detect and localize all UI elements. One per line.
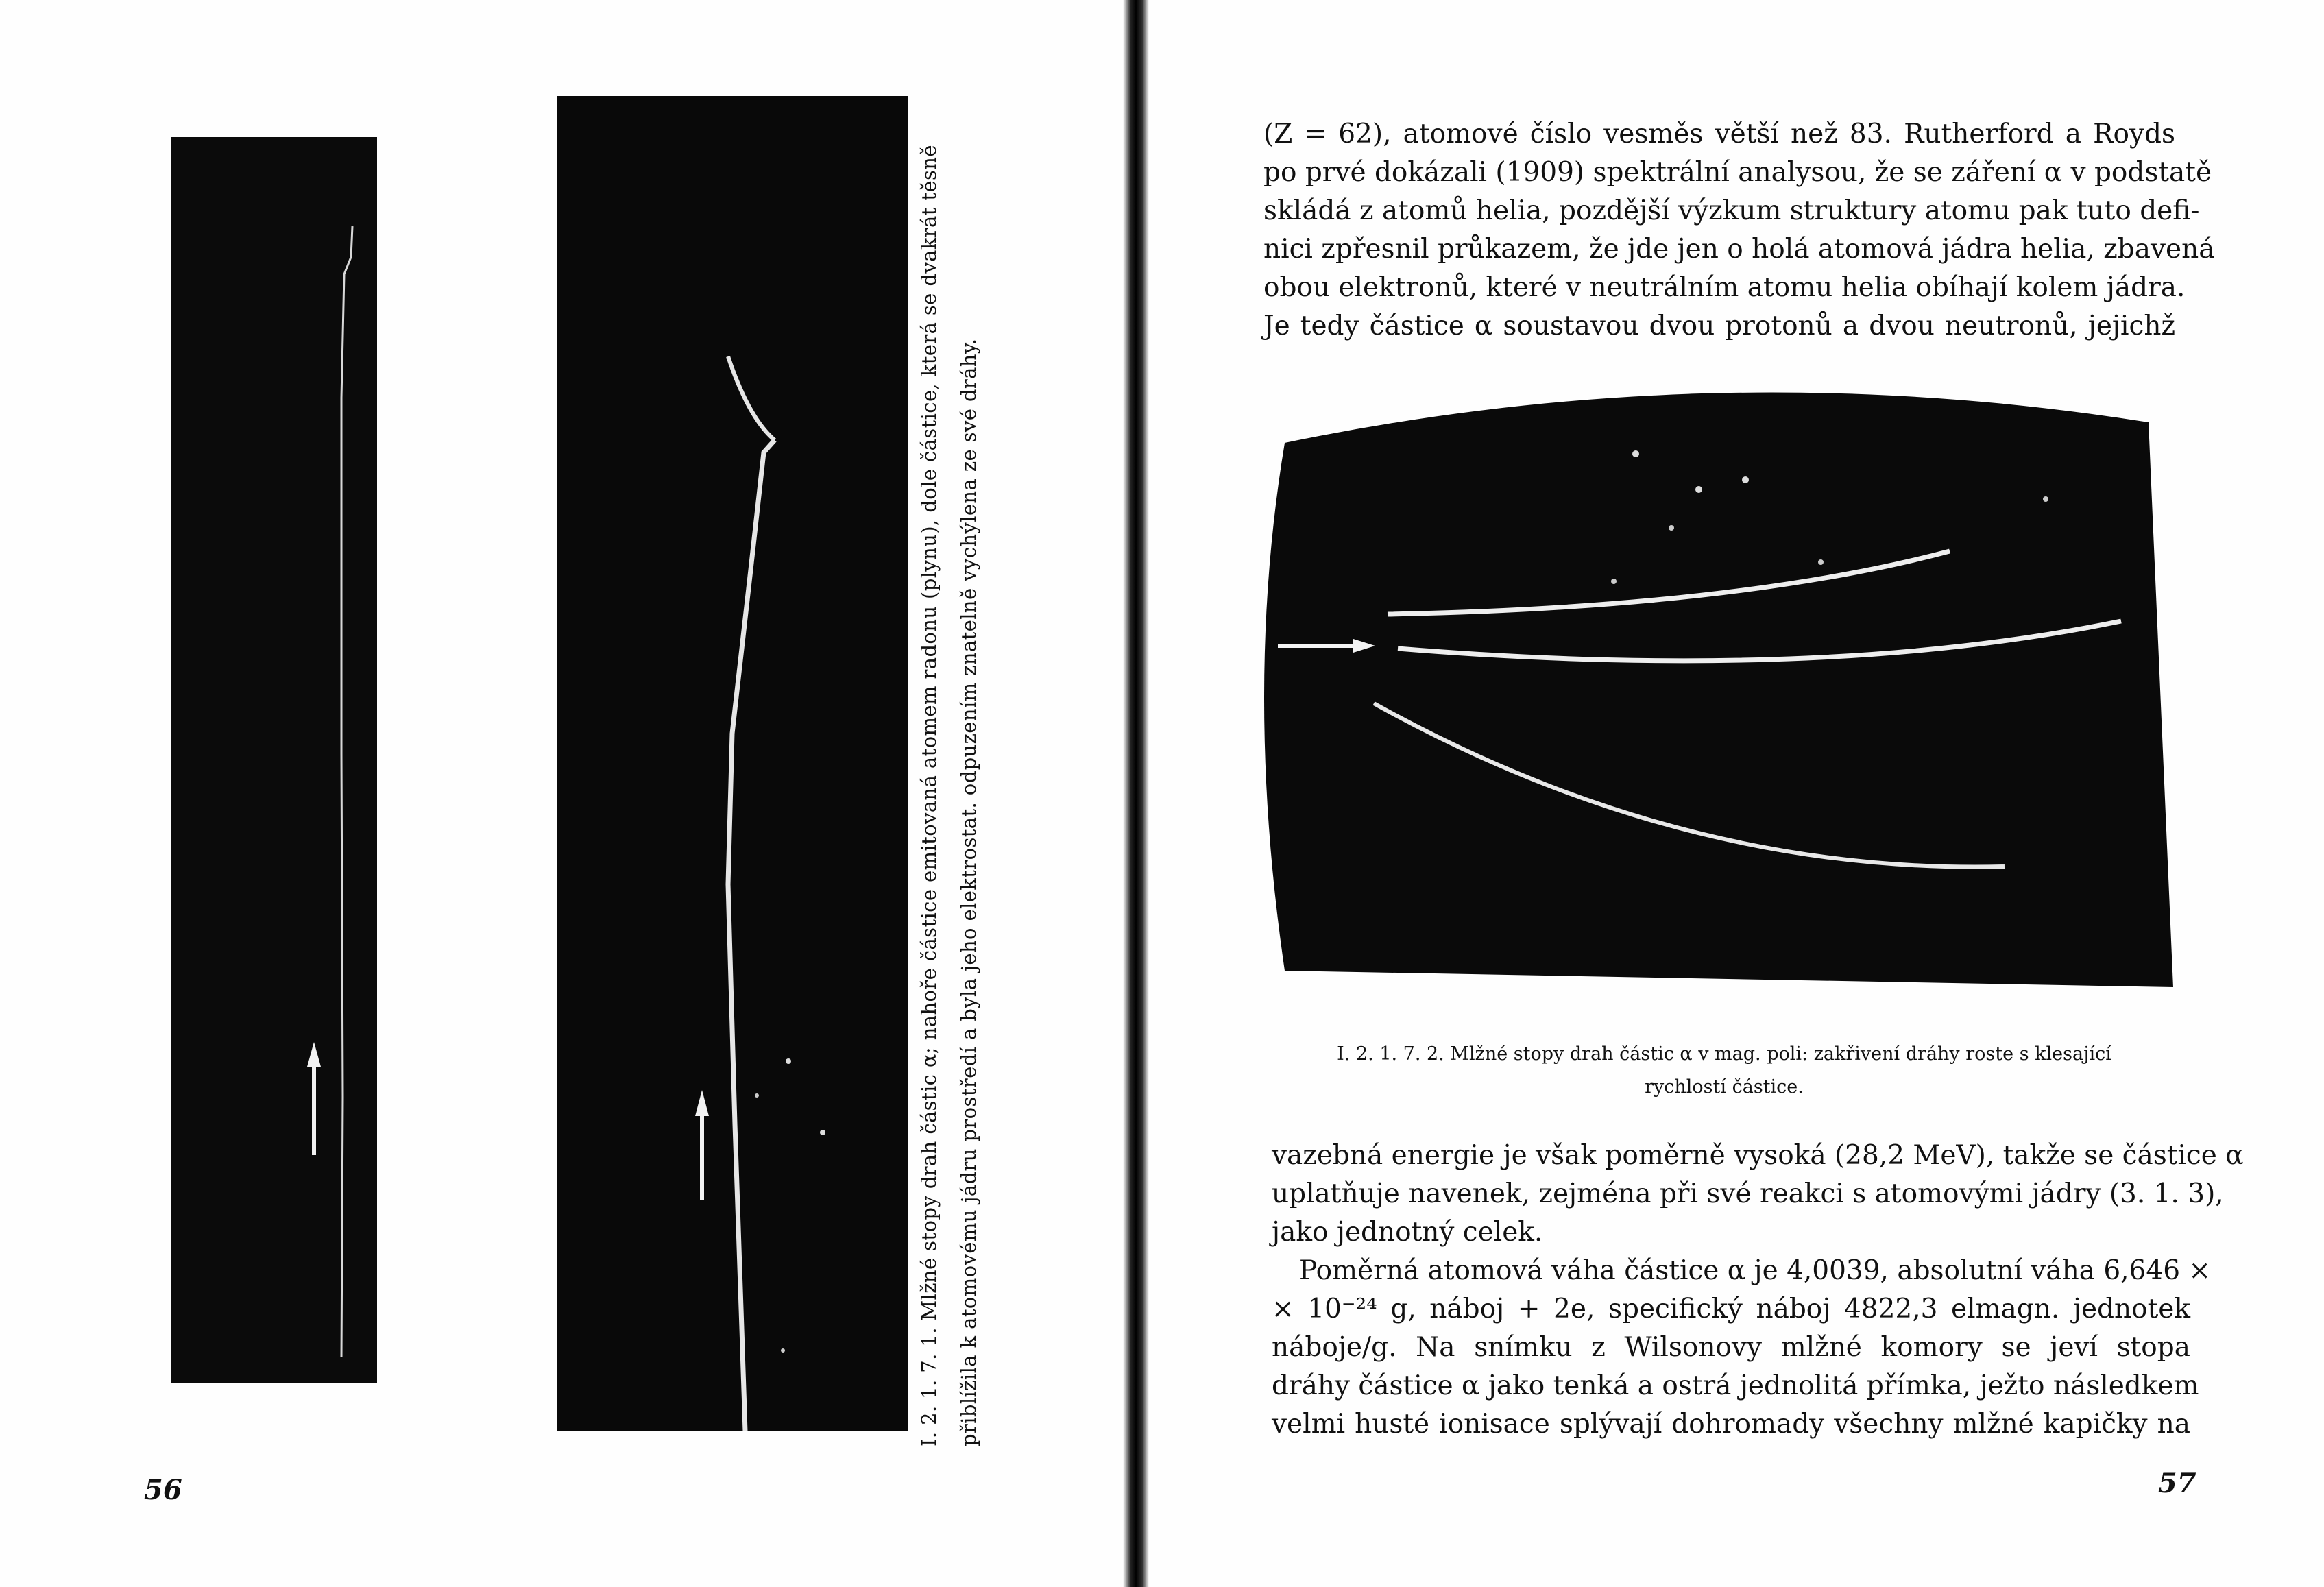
droplet-dot xyxy=(781,1348,785,1353)
photo-magnetic-field-svg xyxy=(1257,381,2173,987)
left-page xyxy=(0,0,1123,1587)
paragraph-top xyxy=(1263,115,2215,346)
droplet-dot xyxy=(1695,486,1702,493)
photo-deflected-track-svg xyxy=(557,96,908,1431)
droplet-dot xyxy=(1632,450,1639,457)
text-line: skládá z atomů helia, pozdější výzkum struktury atomu pak tuto defi- xyxy=(1263,195,2200,226)
photo-straight-track-svg xyxy=(171,137,377,1383)
book-gutter xyxy=(1123,0,1149,1587)
text-line: uplatňuje navenek, zejména při své reakci s atomovými jádry (3. 1. 3), xyxy=(1272,1178,2224,1209)
figure-caption-line-1: I. 2. 1. 7. 2. Mlžné stopy drah částic α v mag. poli: zakřivení dráhy roste s klesající xyxy=(1337,1043,2111,1065)
text-line: jako jednotný celek. xyxy=(1272,1217,1543,1248)
figure-caption-line-2: rychlostí částice. xyxy=(1645,1076,1804,1098)
text-line: obou elektronů, které v neutrálním atomu helia obíhají kolem jádra. xyxy=(1263,272,2186,303)
droplet-dot xyxy=(1669,525,1674,531)
text-line: po prvé dokázali (1909) spektrální analysou, že se záření α v podstatě xyxy=(1263,157,2212,188)
droplet-dot xyxy=(755,1093,759,1098)
paragraph-bottom xyxy=(1272,1137,2244,1444)
text-line: vazebná energie je však poměrně vysoká (28,2 MeV), takže se částice α xyxy=(1272,1140,2244,1171)
text-line: Poměrná atomová váha částice α je 4,0039, absolutní váha 6,646 × xyxy=(1299,1255,2212,1286)
cloud-chamber-photo-straight-track xyxy=(171,137,377,1383)
text-line: dráhy částice α jako tenká a ostrá jednolitá přímka, ježto následkem xyxy=(1272,1370,2199,1401)
droplet-dot xyxy=(1611,579,1617,584)
figure-caption-rotated xyxy=(909,130,989,1446)
figure-caption-magnetic xyxy=(1268,1038,2180,1104)
droplet-dot xyxy=(786,1058,791,1064)
cloud-chamber-photo-deflected-track xyxy=(557,96,908,1431)
text-line: nici zpřesnil průkazem, že jde jen o holá atomová jádra helia, zbavená xyxy=(1263,234,2215,265)
text-line: × 10⁻²⁴ g, náboj + 2e, specifický náboj 4822,3 elmagn. jednotek xyxy=(1272,1294,2190,1324)
droplet-dot xyxy=(1742,476,1749,483)
figure-caption-line-2: přiblížila k atomovému jádru prostředí a byla jeho elektrostat. odpuzením znatelně vychýlena ze své dráhy. xyxy=(957,338,980,1446)
page-number-left: 56 xyxy=(144,1474,182,1506)
text-line: Je tedy částice α soustavou dvou protonů a dvou neutronů, jejichž xyxy=(1263,311,2175,341)
cloud-chamber-photo-magnetic-field xyxy=(1257,381,2173,987)
droplet-dot xyxy=(1818,559,1824,565)
figure-caption-line-1: I. 2. 1. 7. 1. Mlžné stopy drah částic α; nahoře částice emitovaná atomem radonu (plynu), dole částice, která se dvakrát těsně xyxy=(917,145,941,1446)
droplet-dot xyxy=(2043,496,2048,502)
droplet-dot xyxy=(820,1130,825,1135)
text-line: velmi husté ionisace splývají dohromady všechny mlžné kapičky na xyxy=(1272,1409,2190,1440)
text-line: (Z = 62), atomové číslo vesměs větší než 83. Rutherford a Royds xyxy=(1263,119,2175,149)
page-number-right: 57 xyxy=(2158,1467,2196,1499)
text-line: náboje/g. Na snímku z Wilsonovy mlžné komory se jeví stopa xyxy=(1272,1332,2190,1363)
